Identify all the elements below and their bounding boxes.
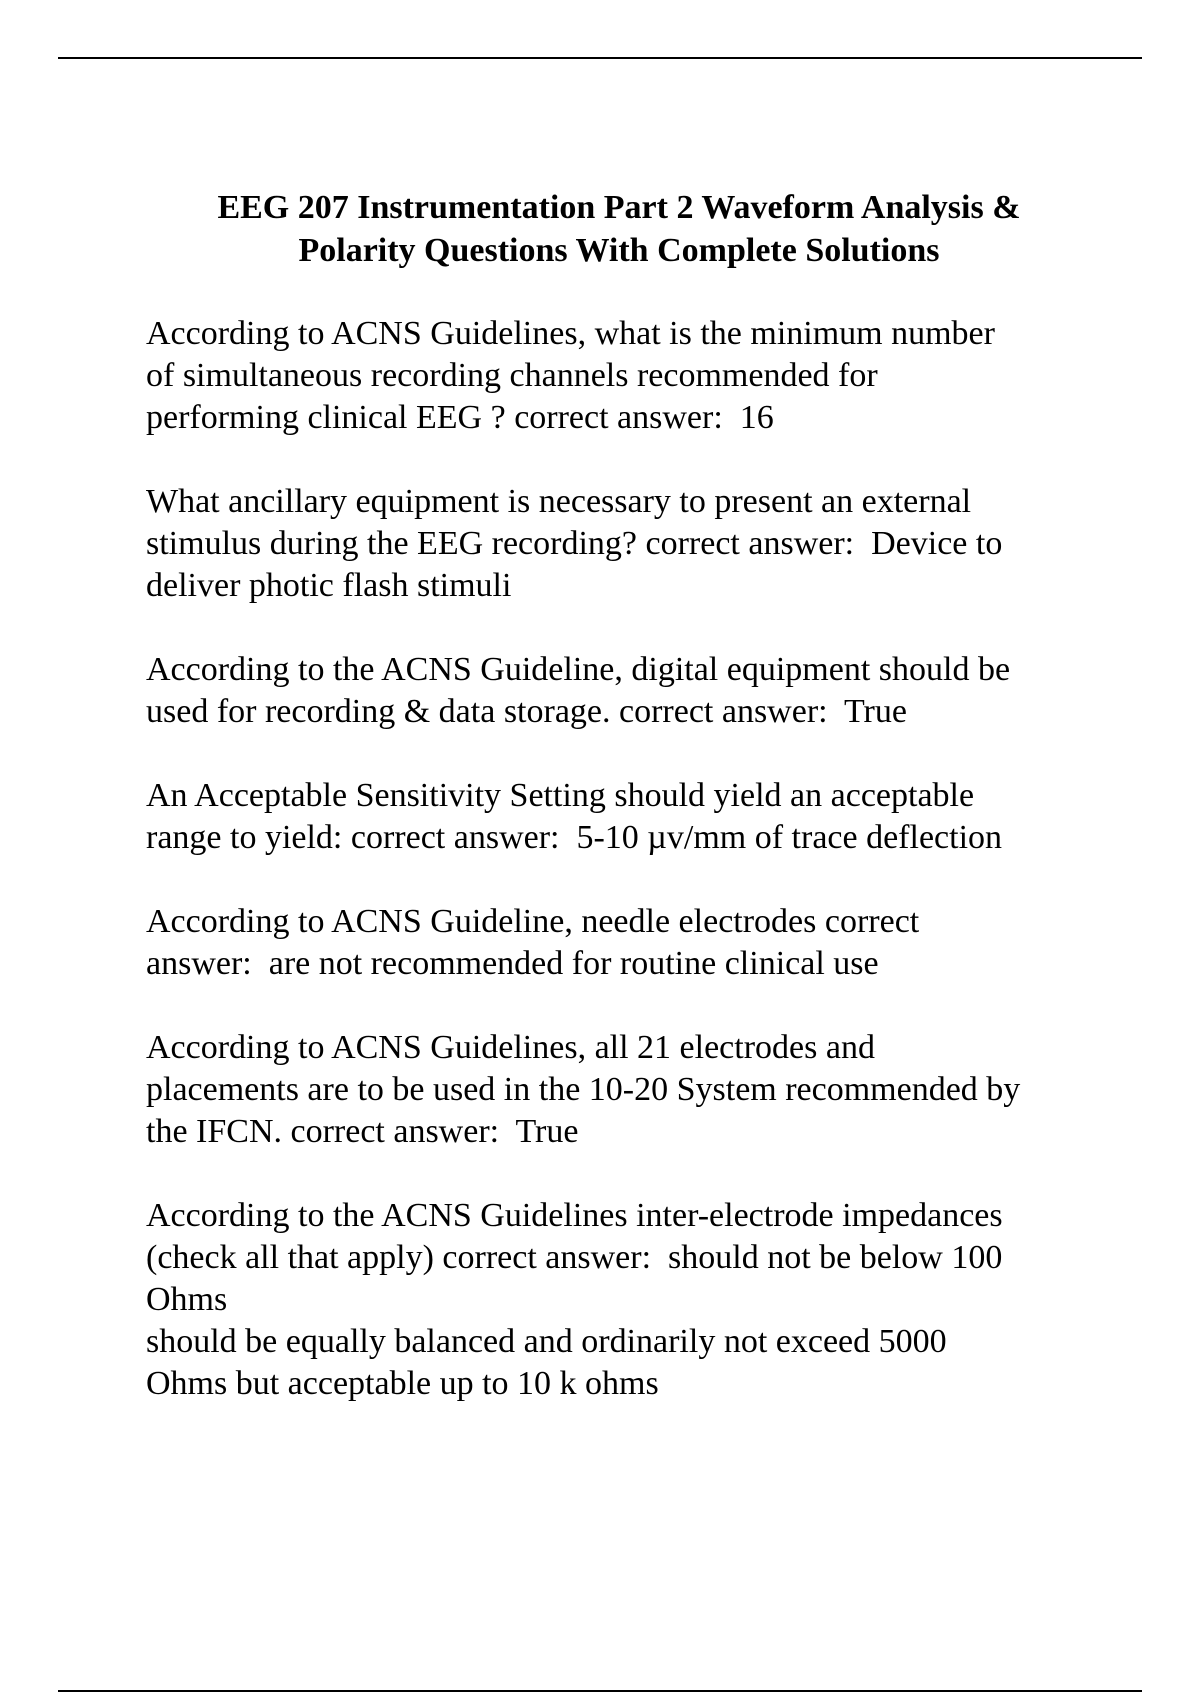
title-line: EEG 207 Instrumentation Part 2 Waveform Analysis &	[217, 189, 1021, 226]
qa-item	[146, 313, 1106, 439]
qa-line: of simultaneous recording channels recommended for	[146, 357, 878, 394]
qa-item	[146, 775, 1106, 859]
qa-line: stimulus during the EEG recording? correct answer: Device to	[146, 525, 1003, 562]
qa-line: range to yield: correct answer: 5-10 µv/mm of trace deflection	[146, 819, 1003, 856]
title-line: Polarity Questions With Complete Solutions	[298, 232, 940, 269]
qa-item	[146, 1195, 1106, 1405]
qa-line: Ohms but acceptable up to 10 k ohms	[146, 1365, 659, 1402]
qa-line: used for recording & data storage. correct answer: True	[146, 693, 907, 730]
qa-line: According to ACNS Guidelines, all 21 electrodes and	[146, 1029, 875, 1066]
qa-item	[146, 481, 1106, 607]
qa-line: the IFCN. correct answer: True	[146, 1113, 579, 1150]
bottom-divider	[58, 1690, 1142, 1692]
qa-line: (check all that apply) correct answer: should not be below 100	[146, 1239, 1003, 1276]
qa-line: According to the ACNS Guideline, digital equipment should be	[146, 651, 1011, 688]
qa-item	[146, 649, 1106, 733]
qa-line: Ohms	[146, 1281, 228, 1318]
qa-item	[146, 901, 1106, 985]
qa-line: deliver photic flash stimuli	[146, 567, 512, 604]
qa-line: An Acceptable Sensitivity Setting should yield an acceptable	[146, 777, 975, 814]
qa-line: According to ACNS Guideline, needle electrodes correct	[146, 903, 920, 940]
qa-line: performing clinical EEG ? correct answer: 16	[146, 399, 774, 436]
qa-line: placements are to be used in the 10-20 System recommended by	[146, 1071, 1021, 1108]
qa-line: According to the ACNS Guidelines inter-electrode impedances	[146, 1197, 1003, 1234]
qa-line: should be equally balanced and ordinarily not exceed 5000	[146, 1323, 947, 1360]
qa-list	[146, 313, 1106, 1447]
document-title	[146, 186, 1092, 272]
qa-line: According to ACNS Guidelines, what is the minimum number	[146, 315, 995, 352]
top-divider	[58, 57, 1142, 59]
qa-line: answer: are not recommended for routine clinical use	[146, 945, 879, 982]
qa-line: What ancillary equipment is necessary to present an external	[146, 483, 972, 520]
qa-item	[146, 1027, 1106, 1153]
